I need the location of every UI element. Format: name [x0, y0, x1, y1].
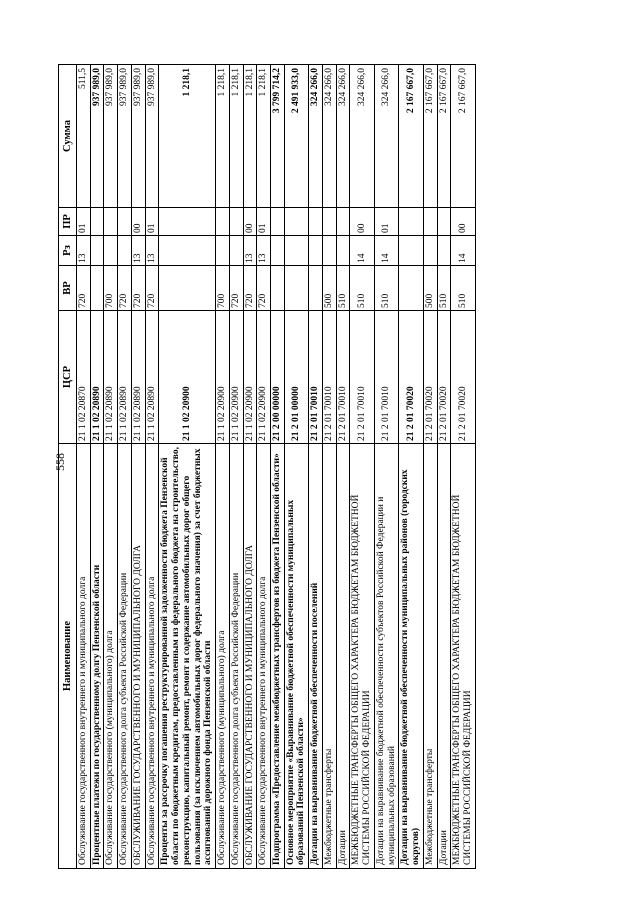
cell-csr: 21 2 01 70010 [350, 311, 374, 444]
cell-sum: 937 989,0 [131, 65, 145, 208]
cell-vr: 720 [145, 266, 159, 311]
cell-rz: 13 [77, 236, 91, 266]
cell-rz: 13 [257, 236, 271, 266]
cell-csr: 21 2 01 70010 [374, 311, 398, 444]
table-row [374, 65, 398, 869]
cell-pr: 00 [350, 208, 374, 236]
table-row [216, 65, 230, 869]
table-body [77, 65, 476, 869]
cell-sum: 2 491 933,0 [284, 65, 308, 208]
cell-vr: 720 [243, 266, 257, 311]
cell-vr: 500 [423, 266, 437, 311]
table-row [229, 65, 243, 869]
cell-csr: 21 2 01 70020 [423, 311, 437, 444]
cell-sum: 2 167 667,0 [437, 65, 451, 208]
page-number: 558 [53, 453, 67, 471]
header-sum: Сумма [59, 65, 77, 208]
cell-rz [90, 236, 104, 266]
table-row [336, 65, 350, 869]
table-row [437, 65, 451, 869]
cell-csr: 21 2 01 70010 [322, 311, 336, 444]
cell-csr: 21 2 01 70020 [451, 311, 475, 444]
cell-name: МЕЖБЮДЖЕТНЫЕ ТРАНСФЕРТЫ ОБЩЕГО ХАРАКТЕРА БЮДЖЕТАМ БЮДЖЕТНОЙ СИСТЕМЫ РОССИЙСКОЙ ФЕДЕРАЦИИ [451, 444, 475, 869]
cell-rz: 13 [145, 236, 159, 266]
table-row [159, 65, 216, 869]
cell-sum: 3 799 714,2 [271, 65, 285, 208]
cell-sum: 937 989,0 [90, 65, 104, 208]
cell-csr: 21 2 00 00000 [271, 311, 285, 444]
table-row [350, 65, 374, 869]
cell-vr: 720 [229, 266, 243, 311]
cell-name: Межбюджетные трансферты [322, 444, 336, 869]
table-row [257, 65, 271, 869]
cell-rz [399, 236, 423, 266]
cell-sum: 511,5 [77, 65, 91, 208]
cell-name: Обслуживание государственного внутреннего и муниципального долга [257, 444, 271, 869]
cell-vr [90, 266, 104, 311]
header-csr: ЦСР [59, 311, 77, 444]
cell-pr [90, 208, 104, 236]
cell-sum: 1 218,1 [243, 65, 257, 208]
cell-name: Проценты за рассрочку погашения реструктурированной задолженности бюджета Пензенской области по бюджетным кредитам, предоставленным из федерального бюджета на строительство, реконструкцию, капитальный ремонт, ремонт и содержание автомобильных дорог общего пользования (за исключением автомобильных дорог федерального значения) за счет бюджетных ассигнований дорожного фонда Пензенской области [159, 444, 216, 869]
cell-rz: 14 [374, 236, 398, 266]
cell-csr: 21 1 02 20890 [90, 311, 104, 444]
cell-csr: 21 1 02 20890 [118, 311, 132, 444]
cell-sum: 1 218,1 [159, 65, 216, 208]
cell-pr [159, 208, 216, 236]
cell-vr: 720 [131, 266, 145, 311]
cell-vr: 510 [350, 266, 374, 311]
cell-sum: 2 167 667,0 [399, 65, 423, 208]
cell-sum: 937 989,0 [104, 65, 118, 208]
table-header-row [59, 65, 77, 869]
cell-csr: 21 1 02 20890 [145, 311, 159, 444]
rotated-page [58, 65, 576, 869]
cell-rz [437, 236, 451, 266]
cell-pr [437, 208, 451, 236]
header-pr: ПР [59, 208, 77, 236]
cell-csr: 21 1 02 20870 [77, 311, 91, 444]
cell-name: Подпрограмма «Предоставление межбюджетных трансфертов из бюджета Пензенской области» [271, 444, 285, 869]
cell-rz [284, 236, 308, 266]
cell-vr: 720 [77, 266, 91, 311]
cell-pr [336, 208, 350, 236]
cell-name: Дотации [437, 444, 451, 869]
table-row [451, 65, 475, 869]
cell-name: Дотации на выравнивание бюджетной обеспеченности муниципальных районов (городских округов) [399, 444, 423, 869]
cell-csr: 21 2 01 70020 [399, 311, 423, 444]
cell-vr [284, 266, 308, 311]
cell-pr [118, 208, 132, 236]
cell-pr [229, 208, 243, 236]
cell-pr: 01 [374, 208, 398, 236]
cell-vr: 720 [118, 266, 132, 311]
cell-sum: 324 266,0 [322, 65, 336, 208]
cell-csr: 21 2 01 70010 [336, 311, 350, 444]
cell-sum: 324 266,0 [309, 65, 323, 208]
cell-name: Межбюджетные трансферты [423, 444, 437, 869]
cell-rz [309, 236, 323, 266]
table-row [145, 65, 159, 869]
cell-sum: 1 218,1 [257, 65, 271, 208]
header-vr: ВР [59, 266, 77, 311]
cell-rz: 14 [350, 236, 374, 266]
cell-pr [284, 208, 308, 236]
table-row [399, 65, 423, 869]
cell-sum: 324 266,0 [336, 65, 350, 208]
cell-name: Обслуживание государственного внутреннего и муниципального долга [77, 444, 91, 869]
table-row [131, 65, 145, 869]
header-name: Наименование [59, 444, 77, 869]
cell-name: Процентные платежи по государственному долгу Пензенской области [90, 444, 104, 869]
cell-vr: 510 [336, 266, 350, 311]
cell-sum: 2 167 667,0 [423, 65, 437, 208]
cell-vr [309, 266, 323, 311]
cell-pr [216, 208, 230, 236]
cell-rz [159, 236, 216, 266]
cell-vr [159, 266, 216, 311]
table-row [322, 65, 336, 869]
cell-rz [423, 236, 437, 266]
cell-rz: 13 [131, 236, 145, 266]
cell-sum: 2 167 667,0 [451, 65, 475, 208]
cell-vr: 700 [216, 266, 230, 311]
cell-vr [271, 266, 285, 311]
table-row [423, 65, 437, 869]
cell-sum: 324 266,0 [374, 65, 398, 208]
cell-name: Дотации [336, 444, 350, 869]
cell-rz [118, 236, 132, 266]
cell-name: Обслуживание государственного (муниципального) долга [104, 444, 118, 869]
cell-rz [229, 236, 243, 266]
cell-vr: 720 [257, 266, 271, 311]
cell-rz: 13 [243, 236, 257, 266]
table-row [243, 65, 257, 869]
cell-pr: 01 [77, 208, 91, 236]
cell-rz [271, 236, 285, 266]
cell-csr: 21 1 02 20890 [104, 311, 118, 444]
cell-vr: 510 [374, 266, 398, 311]
cell-vr [399, 266, 423, 311]
cell-csr: 21 2 01 70010 [309, 311, 323, 444]
table-row [104, 65, 118, 869]
cell-pr: 00 [451, 208, 475, 236]
cell-vr: 510 [451, 266, 475, 311]
cell-pr: 01 [145, 208, 159, 236]
header-rz: Рз [59, 236, 77, 266]
cell-csr: 21 1 02 20900 [257, 311, 271, 444]
cell-pr [423, 208, 437, 236]
cell-csr: 21 1 02 20900 [229, 311, 243, 444]
cell-sum: 324 266,0 [350, 65, 374, 208]
cell-csr: 21 1 02 20890 [131, 311, 145, 444]
cell-rz [104, 236, 118, 266]
table-row [271, 65, 285, 869]
cell-pr [322, 208, 336, 236]
cell-sum: 1 218,1 [216, 65, 230, 208]
cell-sum: 937 989,0 [118, 65, 132, 208]
cell-pr [271, 208, 285, 236]
cell-csr: 21 1 02 20900 [243, 311, 257, 444]
table-row [309, 65, 323, 869]
cell-pr [104, 208, 118, 236]
cell-name: МЕЖБЮДЖЕТНЫЕ ТРАНСФЕРТЫ ОБЩЕГО ХАРАКТЕРА БЮДЖЕТАМ БЮДЖЕТНОЙ СИСТЕМЫ РОССИЙСКОЙ ФЕДЕРАЦИИ [350, 444, 374, 869]
cell-csr: 21 1 02 20900 [216, 311, 230, 444]
cell-csr: 21 1 02 20900 [159, 311, 216, 444]
cell-pr: 00 [243, 208, 257, 236]
cell-rz [216, 236, 230, 266]
cell-csr: 21 2 01 70020 [437, 311, 451, 444]
cell-rz [322, 236, 336, 266]
cell-pr [309, 208, 323, 236]
cell-pr: 01 [257, 208, 271, 236]
cell-name: Дотации на выравнивание бюджетной обеспеченности поселений [309, 444, 323, 869]
cell-vr: 500 [322, 266, 336, 311]
table-row [284, 65, 308, 869]
cell-name: Дотации на выравнивание бюджетной обеспеченности субъектов Российской Федерации и муниципальных образований [374, 444, 398, 869]
cell-name: Обслуживание государственного долга субъекта Российской Федерации [229, 444, 243, 869]
cell-name: Обслуживание государственного внутреннего и муниципального долга [145, 444, 159, 869]
table-row [90, 65, 104, 869]
cell-pr: 00 [131, 208, 145, 236]
cell-name: ОБСЛУЖИВАНИЕ ГОСУДАРСТВЕННОГО И МУНИЦИПАЛЬНОГО ДОЛГА [131, 444, 145, 869]
cell-vr: 700 [104, 266, 118, 311]
cell-rz: 14 [451, 236, 475, 266]
budget-table [58, 64, 476, 869]
cell-sum: 937 989,0 [145, 65, 159, 208]
cell-vr: 510 [437, 266, 451, 311]
table-row [118, 65, 132, 869]
table-row [77, 65, 91, 869]
cell-name: ОБСЛУЖИВАНИЕ ГОСУДАРСТВЕННОГО И МУНИЦИПАЛЬНОГО ДОЛГА [243, 444, 257, 869]
cell-csr: 21 2 01 00000 [284, 311, 308, 444]
cell-name: Основное мероприятие «Выравнивание бюджетной обеспеченности муниципальных образований Пензенской области» [284, 444, 308, 869]
cell-name: Обслуживание государственного (муниципального) долга [216, 444, 230, 869]
cell-name: Обслуживание государственного долга субъекта Российской Федерации [118, 444, 132, 869]
cell-pr [399, 208, 423, 236]
cell-rz [336, 236, 350, 266]
cell-sum: 1 218,1 [229, 65, 243, 208]
